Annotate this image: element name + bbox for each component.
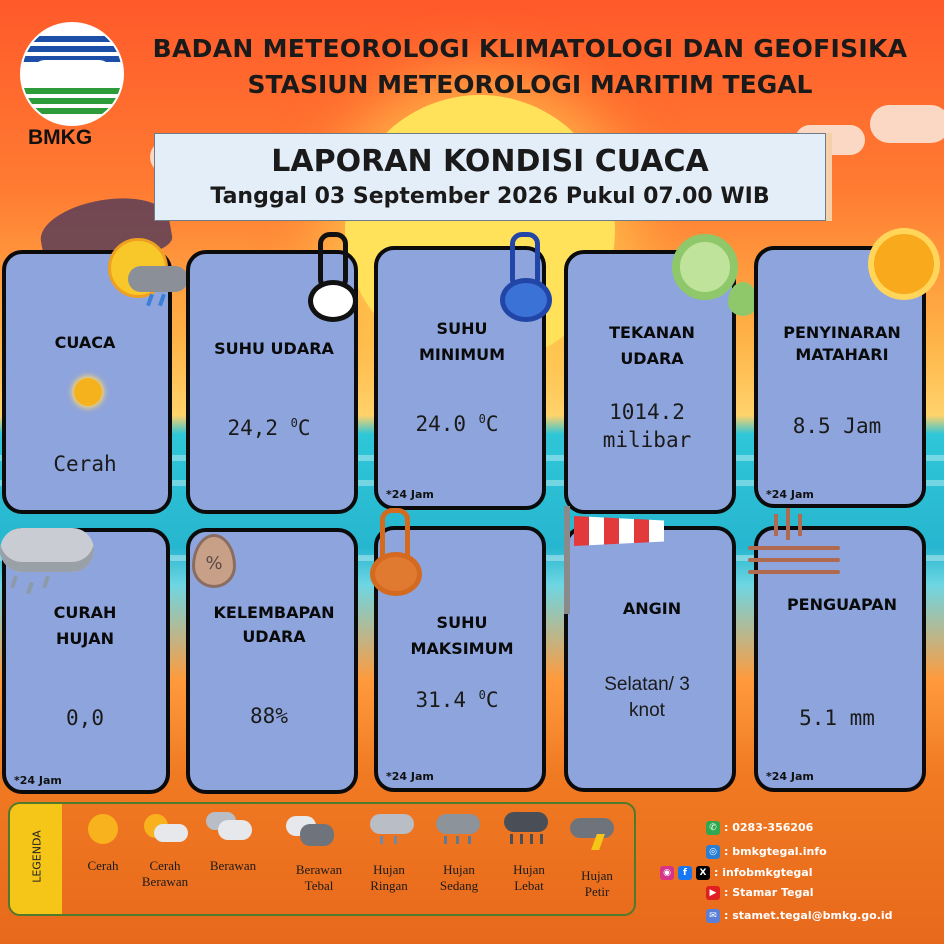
- card-title: MINIMUM: [418, 345, 506, 364]
- note: *24 Jam: [386, 770, 434, 783]
- card-title: TEKANAN: [609, 323, 695, 342]
- thermometer-bulb-icon: [370, 552, 422, 596]
- note: *24 Jam: [766, 770, 814, 783]
- phone-icon: ✆: [706, 821, 720, 835]
- rain-cloud-icon: [0, 520, 96, 604]
- evaporation-icon: [748, 508, 840, 578]
- globe-icon: ◎: [706, 845, 720, 859]
- legend-item: Berawan Tebal: [295, 862, 343, 893]
- thermometer-bulb-icon: [308, 280, 358, 322]
- sun-icon: [874, 234, 934, 294]
- sun-icon: [88, 814, 118, 844]
- card-value: knot: [629, 700, 665, 721]
- card-title: SUHU: [436, 613, 488, 632]
- note: *24 Jam: [766, 488, 814, 501]
- overcast-icon: [286, 816, 330, 844]
- partly-cloudy-icon: [144, 814, 188, 842]
- card-title: MAKSIMUM: [410, 639, 514, 658]
- sun-icon: [74, 378, 102, 406]
- card-title: CURAH: [53, 603, 117, 622]
- legend: [8, 802, 636, 916]
- card-value: 0,0: [66, 706, 104, 730]
- legend-item: Cerah: [87, 858, 119, 873]
- contact-web[interactable]: ◎ : bmkgtegal.info: [706, 845, 827, 859]
- email-icon: ✉: [706, 909, 720, 923]
- legend-item: Hujan Ringan: [370, 862, 408, 893]
- card-title: CUACA: [54, 333, 116, 352]
- report-title: LAPORAN KONDISI CUACA: [271, 144, 709, 179]
- x-icon: X: [696, 866, 710, 880]
- card-title: UDARA: [242, 627, 306, 646]
- thunderstorm-icon: [570, 818, 614, 846]
- card-value: Selatan/ 3: [604, 674, 690, 695]
- report-date: Tanggal 03 September 2026 Pukul 07.00 WIB: [210, 184, 770, 209]
- heavy-rain-icon: [504, 812, 548, 840]
- card-value: 31.4 $^0$C: [415, 688, 499, 712]
- card-title: SUHU: [436, 319, 488, 338]
- report-banner: [154, 133, 826, 221]
- note: *24 Jam: [14, 774, 62, 787]
- card-title: HUJAN: [55, 629, 115, 648]
- legend-item: Hujan Petir: [581, 868, 613, 899]
- note: *24 Jam: [386, 488, 434, 501]
- legend-item: Cerah Berawan: [141, 858, 189, 889]
- contact-phone: ✆ : 0283-356206: [706, 821, 813, 835]
- partly-cloudy-rain-icon: [108, 238, 188, 308]
- legend-item: Berawan: [209, 858, 257, 873]
- legend-label: LEGENDA: [30, 830, 44, 883]
- card-title: UDARA: [620, 349, 684, 368]
- contact-email[interactable]: ✉ : stamet.tegal@bmkg.go.id: [706, 909, 893, 923]
- station-name: STASIUN METEOROLOGI MARITIM TEGAL: [247, 70, 813, 99]
- card-title: SUHU UDARA: [214, 339, 334, 358]
- card-title: ANGIN: [622, 599, 682, 618]
- humidity-icon: %: [192, 534, 236, 588]
- card-value: 24,2 $^0$C: [227, 416, 311, 440]
- bmkg-logo: [20, 22, 120, 149]
- card-value: 1014.2: [609, 400, 685, 424]
- contact-social[interactable]: ◉ f X : infobmkgtegal: [660, 866, 812, 880]
- card-title: MATAHARI: [795, 345, 889, 364]
- card-value: 5.1 mm: [799, 706, 875, 730]
- thermometer-bulb-icon: [500, 278, 552, 322]
- legend-tab: [10, 804, 62, 914]
- light-rain-icon: [370, 814, 414, 842]
- barometer-icon: [672, 234, 738, 300]
- contact-youtube[interactable]: ▶ : Stamar Tegal: [706, 886, 814, 900]
- card-value: Cerah: [53, 452, 117, 476]
- legend-item: Hujan Sedang: [439, 862, 479, 893]
- org-name: BADAN METEOROLOGI KLIMATOLOGI DAN GEOFISIKA: [152, 34, 908, 63]
- card-title: PENYINARAN: [783, 323, 901, 342]
- card-value: 8.5 Jam: [792, 414, 882, 438]
- logo-text: BMKG: [28, 126, 93, 149]
- card-title: PENGUAPAN: [786, 595, 898, 614]
- facebook-icon: f: [678, 866, 692, 880]
- card-value: milibar: [602, 428, 692, 452]
- windsock-icon: [560, 502, 666, 614]
- card-value: 24.0 $^0$C: [415, 412, 499, 436]
- instagram-icon: ◉: [660, 866, 674, 880]
- youtube-icon: ▶: [706, 886, 720, 900]
- cloudy-icon: [206, 812, 250, 840]
- legend-item: Hujan Lebat: [513, 862, 545, 893]
- moderate-rain-icon: [436, 814, 480, 842]
- cloud-decoration: [870, 105, 944, 143]
- card-title: KELEMBAPAN: [213, 603, 335, 622]
- card-value: 88%: [250, 704, 288, 728]
